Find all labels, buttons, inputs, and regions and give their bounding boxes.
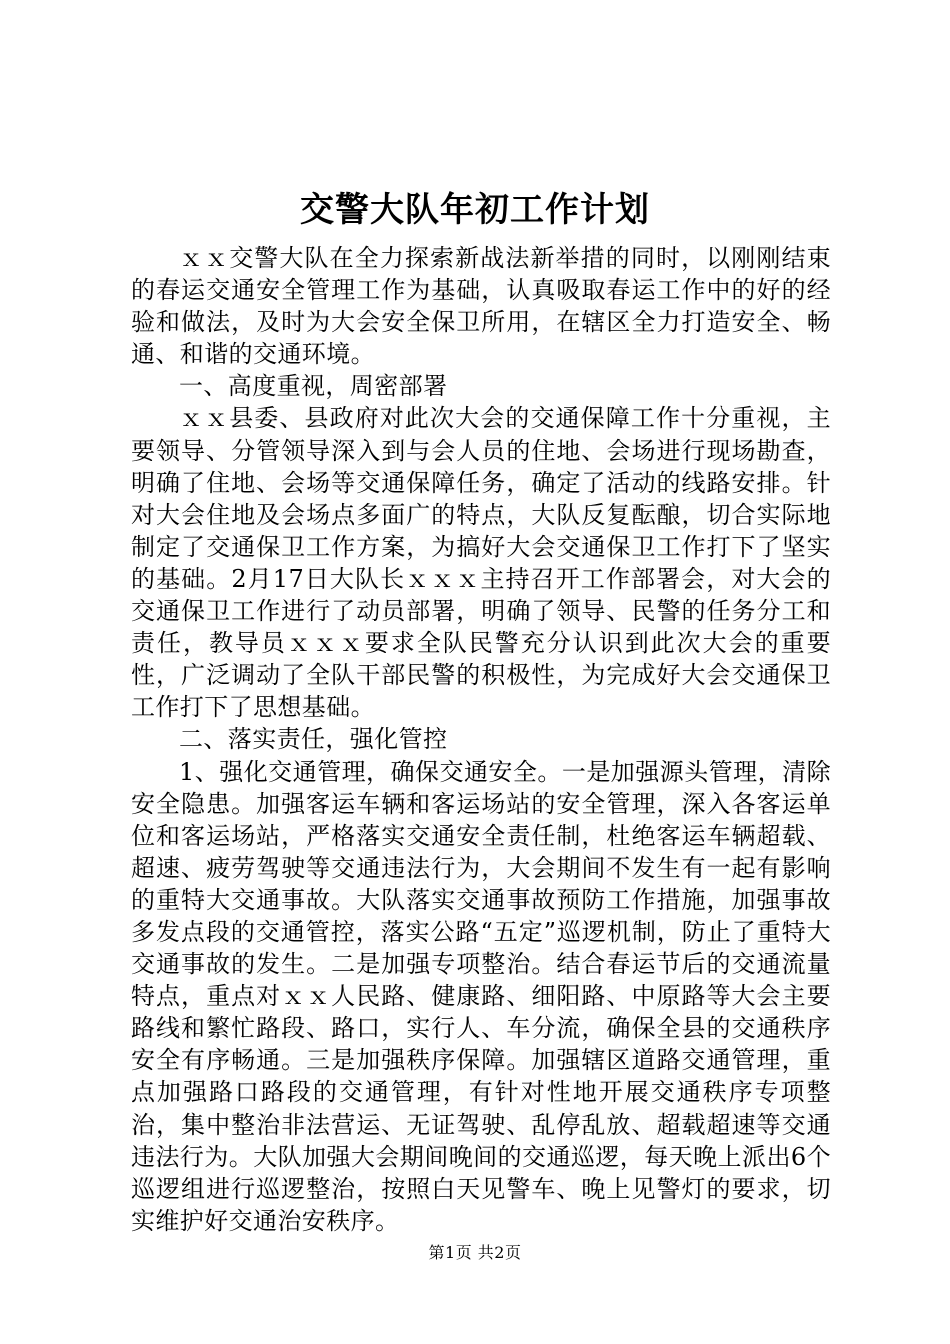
section-2-paragraph: 1、强化交通管理，确保交通安全。一是加强源头管理，清除安全隐患。加强客运车辆和客运场站的安全管理，深入各客运单位和客运场站，严格落实交通安全责任制，杜绝客运车辆超载、超速、疲劳驾驶等交通违法行为，大会期间不发生有一起有影响的重特大交通事故。大队落实交通事故预防工作措施，加强事故多发点段的交通管控，落实公路“五定”巡逻机制，防止了重特大交通事故的发生。二是加强专项整治。结合春运节后的交通流量特点，重点对ｘｘ人民路、健康路、细阳路、中原路等大会主要路线和繁忙路段、路口，实行人、车分流，确保全县的交通秩序安全有序畅通。三是加强秩序保障。加强辖区道路交通管理，重点加强路口路段的交通管理，有针对性地开展交通秩序专项整治，集中整治非法营运、无证驾驶、乱停乱放、超载超速等交通违法行为。大队加强大会期间晚间的交通巡逻，每天晚上派出6个巡逻组进行巡逻整治，按照白天见警车、晚上见警灯的要求，切实维护好交通治安秩序。 — [131, 757, 831, 1235]
section-heading-1: 一、高度重视，周密部署 — [179, 372, 448, 401]
section-1-paragraph: ｘｘ县委、县政府对此次大会的交通保障工作十分重视，主要领导、分管领导深入到与会人员的住地、会场进行现场勘查，明确了住地、会场等交通保障任务，确定了活动的线路安排。针对大会住地及会场点多面广的特点，大队反复酝酿，切合实际地制定了交通保卫工作方案，为搞好大会交通保卫工作打下了坚实的基础。2月17日大队长ｘｘｘ主持召开工作部署会，对大会的交通保卫工作进行了动员部署，明确了领导、民警的任务分工和责任，教导员ｘｘｘ要求全队民警充分认识到此次大会的重要性，广泛调动了全队干部民警的积极性，为完成好大会交通保卫工作打下了思想基础。 — [131, 404, 831, 722]
document-title: 交警大队年初工作计划 — [300, 190, 650, 230]
intro-paragraph: ｘｘ交警大队在全力探索新战法新举措的同时，以刚刚结束的春运交通安全管理工作为基础，认真吸取春运工作中的好的经验和做法，及时为大会安全保卫所用，在辖区全力打造安全、畅通、和谐的交通环境。 — [131, 244, 831, 369]
page-number-footer: 第1页 共2页 — [428, 1243, 522, 1262]
section-heading-2: 二、落实责任，强化管控 — [179, 725, 448, 754]
document-body — [131, 242, 831, 1237]
